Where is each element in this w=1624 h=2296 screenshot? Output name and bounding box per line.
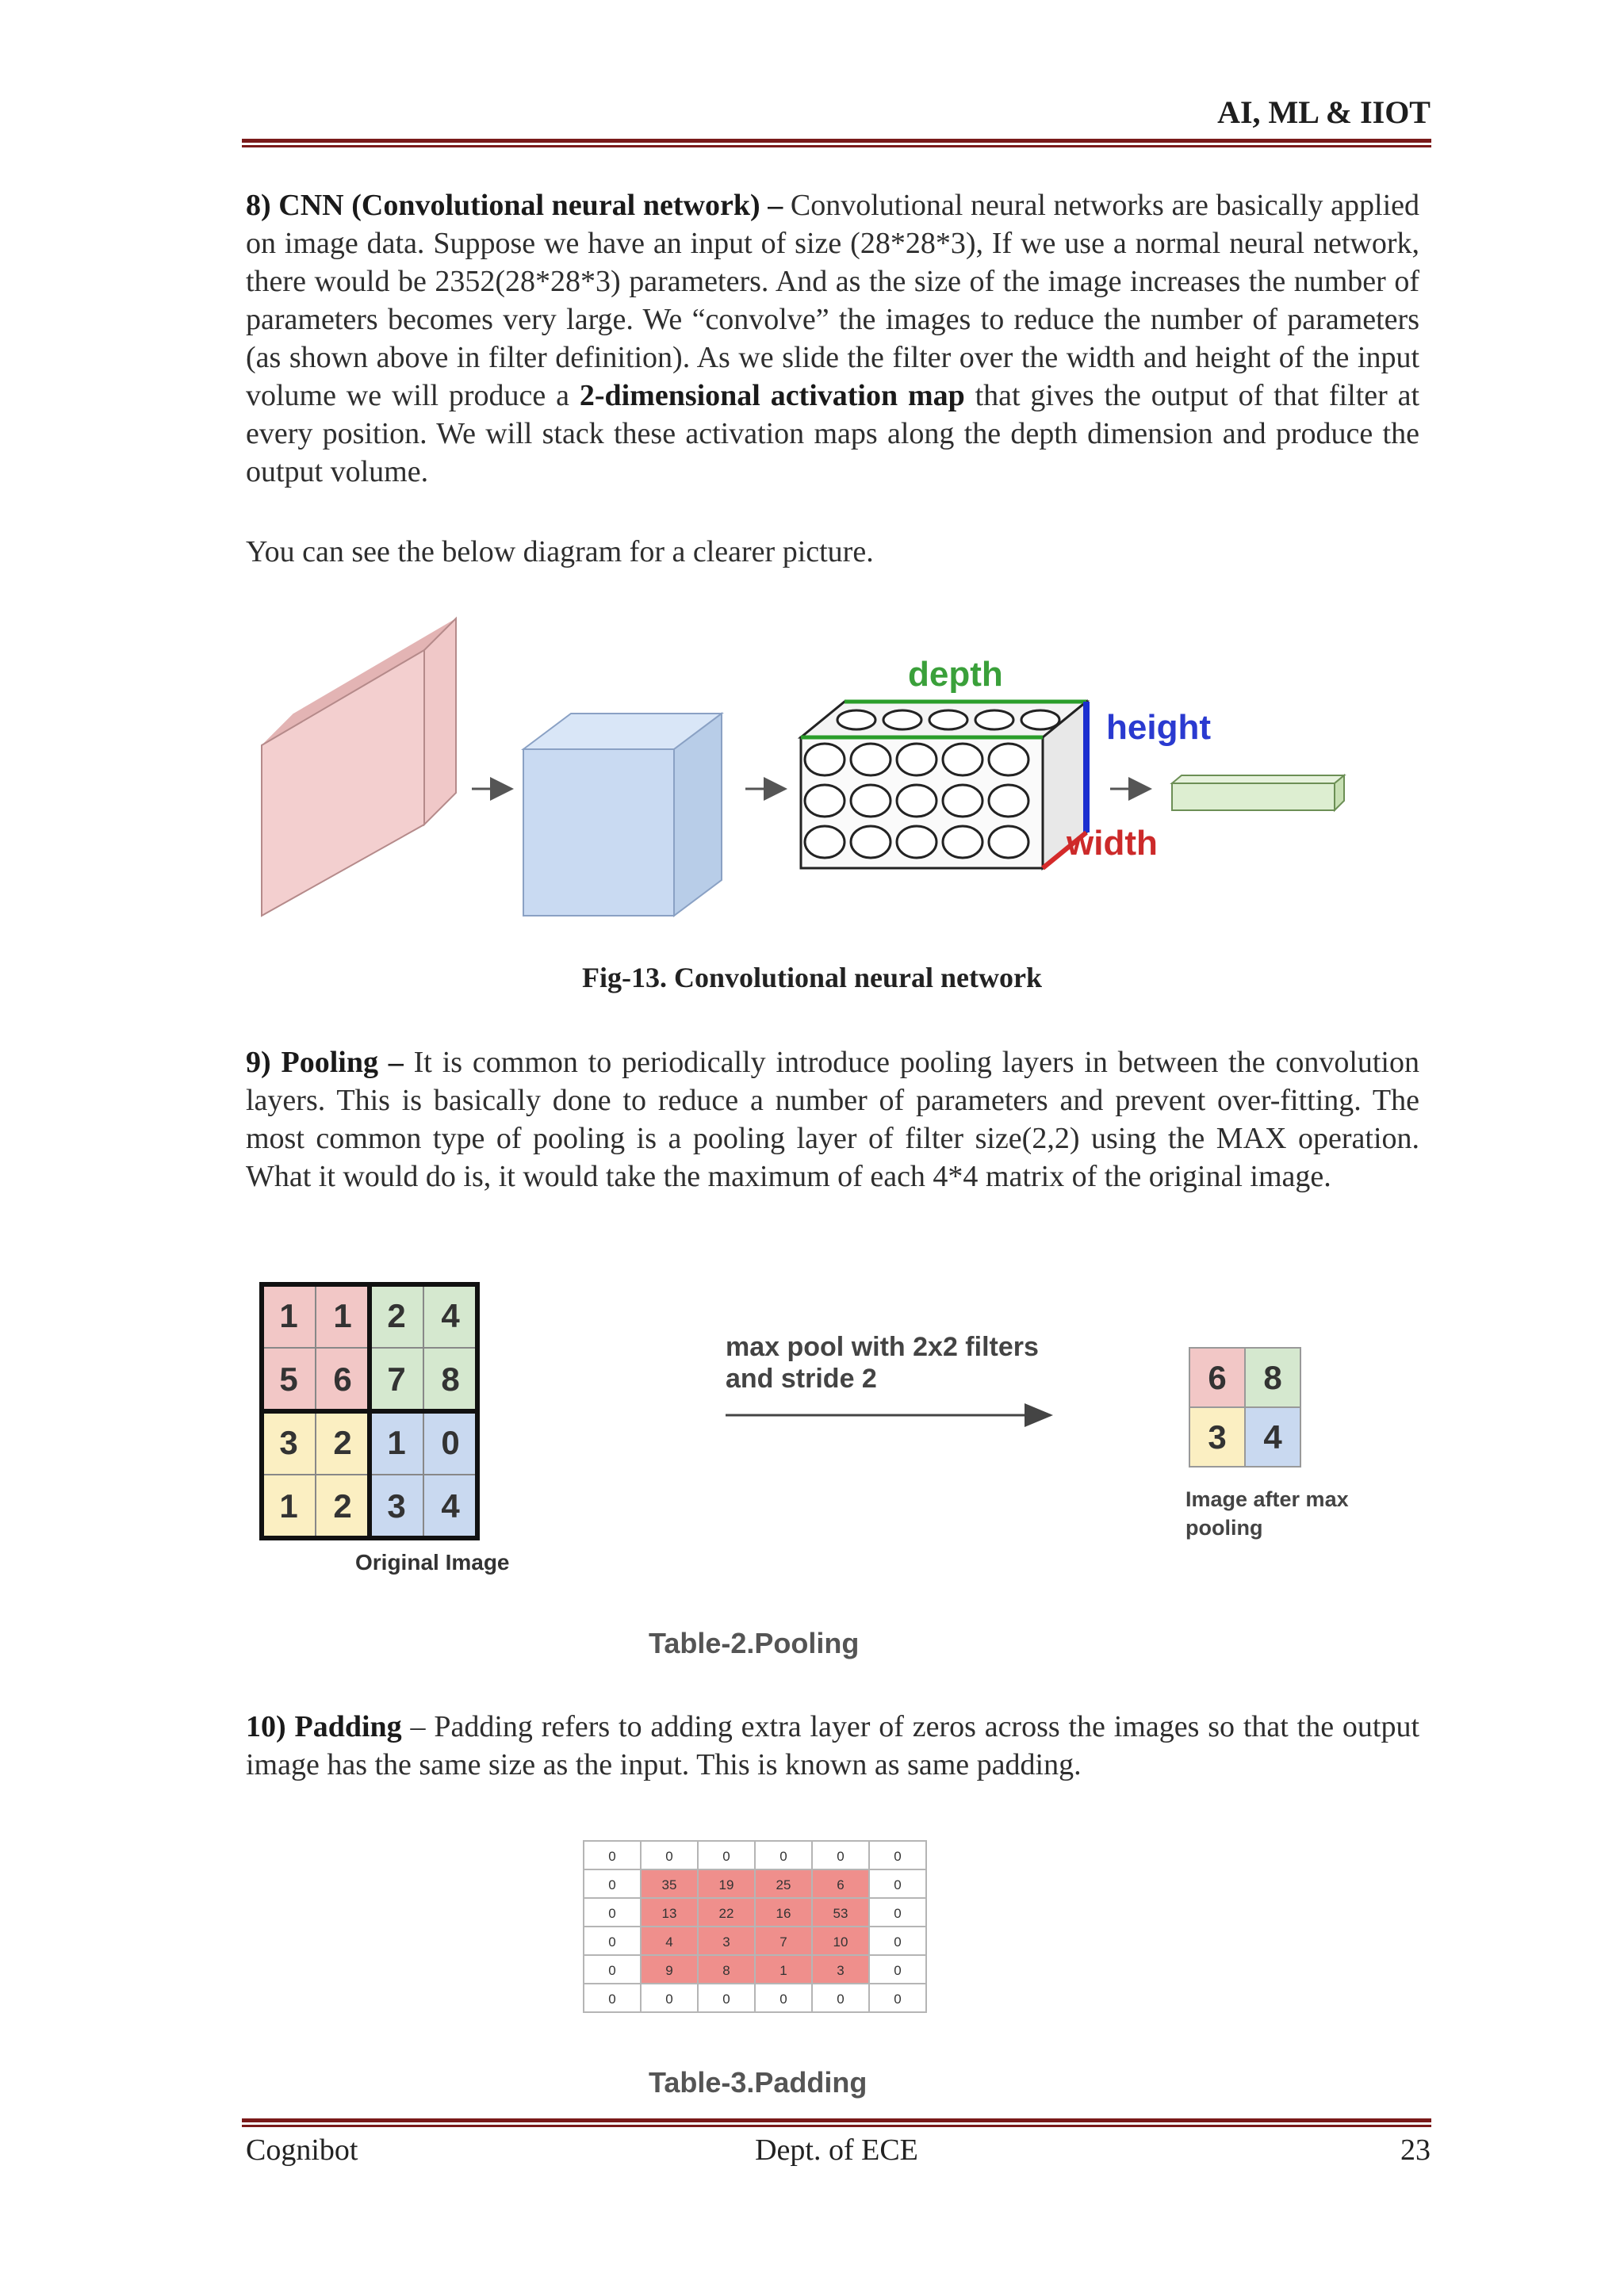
pool-cell-value: 2: [333, 1424, 352, 1461]
neuron-circle: [897, 826, 936, 858]
padding-cell-value: 0: [722, 1992, 730, 2007]
padding-cell-value: 0: [894, 1934, 902, 1950]
result-label-line1: Image after max: [1185, 1487, 1349, 1511]
footer-left: Cognibot: [246, 2133, 358, 2167]
padding-cell-value: 10: [833, 1934, 848, 1950]
pooled-cell-value: 4: [1263, 1418, 1282, 1456]
neuron-circle: [989, 744, 1028, 775]
arrow-label-line1: max pool with 2x2 filters: [726, 1332, 1039, 1362]
padding-cell-value: 0: [608, 1849, 616, 1864]
neuron-circle: [897, 744, 936, 775]
padding-cell-value: 0: [894, 1963, 902, 1978]
pooled-cell-value: 3: [1208, 1418, 1227, 1456]
header-rule: [242, 139, 1431, 147]
padding-cell-value: 25: [776, 1877, 791, 1892]
footer-center: Dept. of ECE: [755, 2133, 918, 2167]
neuron-circle: [989, 785, 1028, 817]
padding-cell-value: 0: [894, 1992, 902, 2007]
pooled-cell-value: 6: [1208, 1359, 1227, 1396]
padding-grid: [582, 1839, 939, 2014]
padding-cell-value: 0: [608, 1992, 616, 2007]
padding-cell-value: 9: [665, 1963, 673, 1978]
neuron-circle: [851, 785, 891, 817]
table-2-caption: Table-2.Pooling: [649, 1627, 860, 1659]
input-volume: [262, 618, 456, 916]
padding-cell-value: 0: [779, 1992, 787, 2007]
padding-cell-value: 0: [722, 1849, 730, 1864]
cnn-paragraph: [246, 186, 1419, 491]
padding-cell-value: 0: [894, 1877, 902, 1892]
padding-cell-value: 6: [837, 1877, 845, 1892]
padding-cell-value: 0: [608, 1877, 616, 1892]
padding-cell-value: 19: [718, 1877, 734, 1892]
cnn-text-2: that gives the output of that filter at every position. We will stack these activation maps along the depth dimension and produce the output volume.: [246, 379, 1420, 488]
pool-cell-value: 4: [441, 1297, 460, 1334]
pool-cell-value: 2: [387, 1297, 406, 1334]
neuron-circle: [805, 744, 845, 775]
neuron-circle: [805, 826, 845, 858]
original-image-label: Original Image: [355, 1550, 510, 1575]
pooled-result-grid: [1189, 1348, 1300, 1467]
pooling-paragraph: [246, 1043, 1419, 1196]
padding-heading: 10) Padding: [246, 1710, 402, 1743]
neuron-volume: [801, 655, 1211, 868]
padding-cell-value: 16: [776, 1906, 791, 1921]
footer-rule: [242, 2118, 1431, 2127]
padding-cell-value: 8: [722, 1963, 730, 1978]
neuron-circle: [943, 785, 982, 817]
padding-cell-value: 53: [833, 1906, 848, 1921]
padding-cell-value: 0: [608, 1934, 616, 1950]
padding-cell-value: 0: [665, 1849, 673, 1864]
pool-cell-value: 6: [333, 1360, 352, 1398]
padding-cell-value: 0: [894, 1906, 902, 1921]
cnn-diagram-note: You can see the below diagram for a clearer picture.: [246, 535, 874, 568]
fig-13-caption: Fig-13. Convolutional neural network: [581, 962, 1043, 993]
padding-cell-value: 13: [661, 1906, 677, 1921]
padding-cell-value: 0: [608, 1906, 616, 1921]
neuron-circle-top: [1021, 710, 1059, 729]
neuron-circle: [805, 785, 845, 817]
hidden-volume: [523, 714, 722, 916]
pool-cell-value: 8: [441, 1360, 460, 1398]
padding-cell-value: 0: [608, 1963, 616, 1978]
output-vector: [1172, 775, 1344, 810]
pool-cell-value: 1: [333, 1297, 352, 1334]
cnn-heading: 8) CNN (Convolutional neural network) –: [246, 189, 783, 222]
neuron-circle-top: [929, 710, 967, 729]
arrow-label-line2: and stride 2: [726, 1364, 877, 1394]
height-label: height: [1106, 708, 1211, 747]
cnn-text-1: Convolutional neural networks are basically applied on image data. Suppose we have an input of size (28*28*3), If we use a normal neural network, there would be 2352(28*28*3) parameters. And as the size of the image increases the number of parameters becomes very large. We “convolve” the images to reduce the number of parameters (as shown above in filter definition). As we slide the filter over the width and height of the input volume we will produce a: [246, 189, 1419, 412]
padding-cell-value: 3: [722, 1934, 730, 1950]
neuron-circle: [897, 785, 936, 817]
padding-cell-value: 4: [665, 1934, 673, 1950]
pool-cell-value: 7: [387, 1360, 406, 1398]
original-image-grid: [262, 1284, 477, 1538]
neuron-circle: [989, 826, 1028, 858]
padding-cell-value: 0: [665, 1992, 673, 2007]
table-3-caption: Table-3.Padding: [649, 2066, 868, 2099]
padding-text: – Padding refers to adding extra layer of zeros across the images so that the output image has the same size as the input. This is known as same padding.: [246, 1710, 1420, 1781]
padding-cell-value: 22: [718, 1906, 734, 1921]
cnn-bold-term: 2-dimensional activation map: [579, 379, 965, 412]
pool-cell-value: 0: [441, 1424, 460, 1461]
neuron-circle: [851, 826, 891, 858]
width-label: width: [1067, 824, 1158, 863]
padding-paragraph: [246, 1708, 1419, 1784]
pool-cell-value: 1: [387, 1424, 406, 1461]
pooling-heading: 9) Pooling –: [246, 1046, 404, 1079]
page-number: 23: [1400, 2133, 1431, 2167]
padding-cell-value: 7: [779, 1934, 787, 1950]
neuron-circle-top: [883, 710, 921, 729]
padding-cell-value: 0: [837, 1849, 845, 1864]
result-label-line2: pooling: [1185, 1516, 1263, 1540]
pooled-cell-value: 8: [1263, 1359, 1282, 1396]
pool-cell-value: 2: [333, 1487, 352, 1525]
pool-cell-value: 5: [279, 1360, 298, 1398]
neuron-circle: [851, 744, 891, 775]
padding-cell-value: 0: [837, 1992, 845, 2007]
page-header-title: AI, ML & IIOT: [1217, 94, 1431, 130]
neuron-circle: [943, 744, 982, 775]
padding-cell-value: 35: [661, 1877, 677, 1892]
padding-cell-value: 0: [894, 1849, 902, 1864]
neuron-circle-top: [975, 710, 1013, 729]
depth-label: depth: [908, 655, 1003, 694]
pool-cell-value: 1: [279, 1487, 298, 1525]
pool-cell-value: 1: [279, 1297, 298, 1334]
neuron-circle-top: [837, 710, 875, 729]
pooling-text: It is common to periodically introduce pooling layers in between the convolution layers. This is basically done to reduce a number of parameters and prevent over-fitting. The most common type of pooling is a pooling layer of filter size(2,2) using the MAX operation. What it would do is, it would take the maximum of each 4*4 matrix of the original image.: [246, 1046, 1419, 1193]
pool-cell-value: 3: [387, 1487, 406, 1525]
neuron-circle: [943, 826, 982, 858]
padding-cell-value: 3: [837, 1963, 845, 1978]
pooling-diagram: [254, 1276, 1427, 1586]
pool-cell-value: 3: [279, 1424, 298, 1461]
padding-cell-value: 1: [779, 1963, 787, 1978]
pool-cell-value: 4: [441, 1487, 460, 1525]
padding-cell-value: 0: [779, 1849, 787, 1864]
cnn-diagram: [246, 603, 1372, 920]
